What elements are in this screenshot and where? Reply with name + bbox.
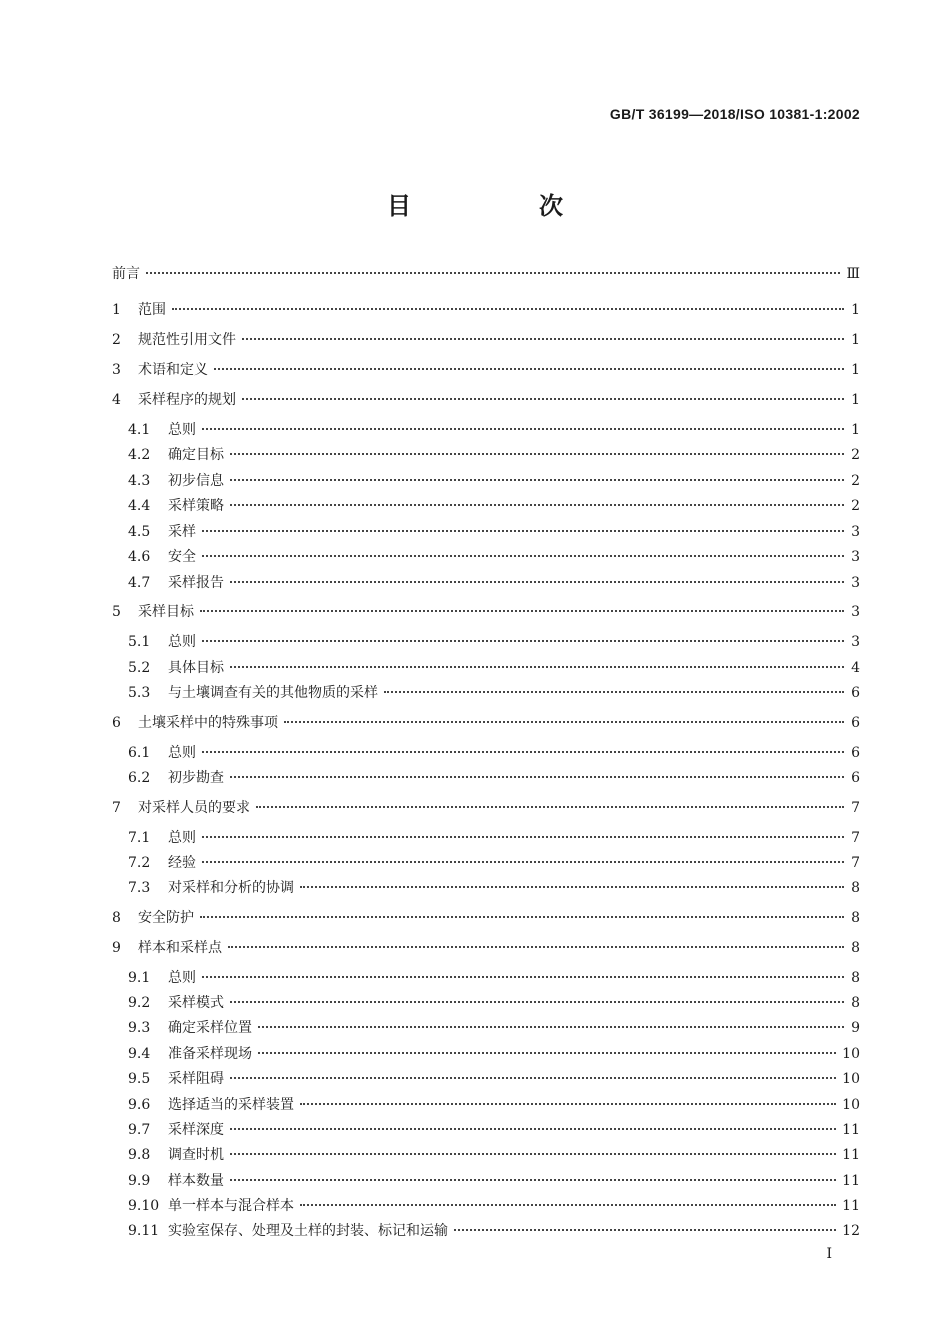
toc-entry-number: 4.4: [128, 498, 151, 514]
toc-entry-page: 4: [851, 660, 860, 676]
toc-entry-number: 4.1: [128, 422, 151, 438]
toc-leader-dots: [202, 751, 844, 753]
toc-leader-dots: [230, 581, 844, 583]
toc-entry: [112, 767, 860, 787]
toc-entry-page: 10: [842, 1097, 860, 1113]
toc-entry: [112, 852, 860, 872]
toc-leader-dots: [202, 836, 844, 838]
toc-leader-dots: [230, 666, 844, 668]
toc-entry: [112, 682, 860, 702]
toc-entry-page: Ⅲ: [846, 266, 860, 282]
toc-entry: [112, 359, 860, 379]
toc-entry: [112, 742, 860, 762]
toc-entry-page: 3: [851, 575, 860, 591]
toc-entry-number: 9.1: [128, 970, 151, 986]
toc-entry-label: 调查时机: [168, 1147, 224, 1163]
toc-leader-dots: [384, 691, 844, 693]
toc-entry-label: 总则: [168, 634, 196, 650]
toc-entry-page: 8: [851, 880, 860, 896]
toc-leader-dots: [202, 976, 844, 978]
toc-entry-number: 5: [112, 604, 121, 620]
toc-entry: [112, 631, 860, 651]
toc-entry: [112, 1119, 860, 1139]
toc-entry-number: 9.2: [128, 995, 151, 1011]
toc-entry-number: 1: [112, 302, 121, 318]
toc-entry-page: 8: [851, 970, 860, 986]
toc-leader-dots: [300, 886, 844, 888]
toc-leader-dots: [454, 1229, 836, 1231]
toc-entry-label: 采样策略: [168, 498, 224, 514]
toc-entry-page: 11: [842, 1173, 860, 1189]
toc-entry-number: 5.3: [128, 685, 151, 701]
toc-leader-dots: [202, 530, 844, 532]
toc-entry-label: 采样程序的规划: [138, 392, 236, 408]
toc-entry-label: 准备采样现场: [168, 1046, 252, 1062]
toc-entry: [112, 329, 860, 349]
toc-entry-page: 8: [851, 995, 860, 1011]
toc-entry: [112, 827, 860, 847]
toc-entry-number: 4.3: [128, 473, 151, 489]
toc-entry-label: 总则: [168, 830, 196, 846]
toc-entry-page: 1: [851, 422, 860, 438]
toc-entry-label: 安全: [168, 549, 196, 565]
toc-entry-number: 7.1: [128, 830, 151, 846]
toc-entry-number: 9.3: [128, 1020, 151, 1036]
toc-entry: [112, 572, 860, 592]
toc-entry-number: 9.5: [128, 1071, 151, 1087]
toc-entry-number: 2: [112, 332, 121, 348]
toc-entry-number: 9.7: [128, 1122, 151, 1138]
toc-entry: [112, 877, 860, 897]
toc-entry-label: 总则: [168, 422, 196, 438]
toc-entry-page: 1: [851, 332, 860, 348]
toc-entry-number: 3: [112, 362, 121, 378]
toc-entry-number: 5.2: [128, 660, 151, 676]
toc-entry-page: 11: [842, 1198, 860, 1214]
toc-entry-page: 3: [851, 524, 860, 540]
toc-entry-number: 7.3: [128, 880, 151, 896]
toc-entry-page: 6: [851, 685, 860, 701]
toc-entry-page: 6: [851, 770, 860, 786]
toc-entry-label: 总则: [168, 745, 196, 761]
toc-entry-page: 1: [851, 392, 860, 408]
toc-leader-dots: [242, 398, 844, 400]
toc-entry: [112, 967, 860, 987]
toc-entry-page: 7: [851, 855, 860, 871]
toc-entry-number: 6.1: [128, 745, 151, 761]
toc-entry-page: 7: [851, 800, 860, 816]
toc-entry: [112, 1170, 860, 1190]
toc-entry-page: 8: [851, 940, 860, 956]
toc-leader-dots: [200, 610, 844, 612]
toc-entry-label: 采样深度: [168, 1122, 224, 1138]
toc-entry-page: 1: [851, 362, 860, 378]
toc-entry-page: 3: [851, 634, 860, 650]
toc-entry-label: 前言: [112, 266, 140, 282]
toc-entry: [112, 937, 860, 957]
toc-entry-label: 范围: [138, 302, 166, 318]
toc-entry: [112, 1068, 860, 1088]
toc-leader-dots: [230, 1153, 836, 1155]
toc-title: 目 次: [387, 191, 615, 220]
toc-entry-number: 9.11: [128, 1223, 160, 1239]
toc-entry-label: 土壤采样中的特殊事项: [138, 715, 278, 731]
toc-entry-label: 对采样和分析的协调: [168, 880, 294, 896]
toc-leader-dots: [228, 946, 844, 948]
toc-entry-label: 实验室保存、处理及土样的封装、标记和运输: [168, 1223, 448, 1239]
toc-entry-number: 9.4: [128, 1046, 151, 1062]
toc-entry-label: 与土壤调查有关的其他物质的采样: [168, 685, 378, 701]
toc-leader-dots: [242, 338, 844, 340]
standard-code: GB/T 36199—2018/ISO 10381-1:2002: [609, 106, 860, 122]
toc-entry: [112, 495, 860, 515]
toc-entry-number: 7: [112, 800, 121, 816]
toc-leader-dots: [202, 640, 844, 642]
toc-entry-number: 4.7: [128, 575, 151, 591]
toc-leader-dots: [200, 916, 844, 918]
toc-leader-dots: [230, 1001, 844, 1003]
toc-entry-page: 11: [842, 1122, 860, 1138]
toc-entry-number: 4: [112, 392, 121, 408]
toc-entry: [112, 263, 860, 283]
toc-entry: [112, 657, 860, 677]
toc-entry: [112, 992, 860, 1012]
toc-entry-number: 9.6: [128, 1097, 151, 1113]
toc-entry-page: 8: [851, 910, 860, 926]
toc-leader-dots: [230, 1179, 836, 1181]
toc-leader-dots: [230, 776, 844, 778]
toc-entry-label: 采样目标: [138, 604, 194, 620]
toc-entry-label: 采样: [168, 524, 196, 540]
toc-entry-label: 经验: [168, 855, 196, 871]
toc-entry-number: 6.2: [128, 770, 151, 786]
toc-leader-dots: [214, 368, 844, 370]
toc-leader-dots: [230, 504, 844, 506]
toc-entry-page: 2: [851, 473, 860, 489]
toc-entry: [112, 299, 860, 319]
toc-entry-number: 9: [112, 940, 121, 956]
toc-leader-dots: [256, 806, 844, 808]
toc-entry-label: 采样报告: [168, 575, 224, 591]
toc-entry-page: 11: [842, 1147, 860, 1163]
toc-leader-dots: [230, 1128, 836, 1130]
toc-entry-number: 8: [112, 910, 121, 926]
toc-entry-label: 确定采样位置: [168, 1020, 252, 1036]
toc-entry-page: 10: [842, 1046, 860, 1062]
toc-entry-page: 1: [851, 302, 860, 318]
toc-entry-label: 初步勘查: [168, 770, 224, 786]
page-number: I: [826, 1246, 832, 1262]
toc-leader-dots: [258, 1026, 844, 1028]
toc-entry: [112, 470, 860, 490]
toc-entry-label: 单一样本与混合样本: [168, 1198, 294, 1214]
toc-leader-dots: [300, 1103, 836, 1105]
toc-leader-dots: [172, 308, 844, 310]
toc-entry-number: 4.6: [128, 549, 151, 565]
toc-entry: [112, 1144, 860, 1164]
toc-entry: [112, 907, 860, 927]
toc-entry-label: 术语和定义: [138, 362, 208, 378]
toc-entry: [112, 712, 860, 732]
toc-entry-page: 7: [851, 830, 860, 846]
toc-entry-page: 10: [842, 1071, 860, 1087]
toc-entry-page: 6: [851, 745, 860, 761]
toc-entry-page: 2: [851, 447, 860, 463]
toc-entry-label: 安全防护: [138, 910, 194, 926]
toc-entry: [112, 1094, 860, 1114]
toc-entry-label: 采样模式: [168, 995, 224, 1011]
toc-entry: [112, 1017, 860, 1037]
toc-entry-label: 选择适当的采样装置: [168, 1097, 294, 1113]
toc-leader-dots: [300, 1204, 836, 1206]
toc-entry-label: 确定目标: [168, 447, 224, 463]
toc-entry: [112, 1195, 860, 1215]
toc-entry: [112, 419, 860, 439]
toc-entry-page: 3: [851, 604, 860, 620]
toc-entry: [112, 389, 860, 409]
toc-entry-label: 初步信息: [168, 473, 224, 489]
toc-entry-number: 7.2: [128, 855, 151, 871]
toc-entry-label: 对采样人员的要求: [138, 800, 250, 816]
toc-leader-dots: [202, 555, 844, 557]
toc-entry-page: 12: [842, 1223, 860, 1239]
toc-entry: [112, 1220, 860, 1240]
toc-leader-dots: [230, 479, 844, 481]
toc-leader-dots: [284, 721, 844, 723]
toc-entry-number: 4.5: [128, 524, 151, 540]
toc-leader-dots: [258, 1052, 836, 1054]
toc-entry-label: 采样阻碍: [168, 1071, 224, 1087]
toc-leader-dots: [230, 453, 844, 455]
toc-entry-number: 9.9: [128, 1173, 151, 1189]
toc-entry-page: 9: [851, 1020, 860, 1036]
toc-leader-dots: [230, 1077, 836, 1079]
toc-entry-number: 9.8: [128, 1147, 151, 1163]
toc-entry: [112, 601, 860, 621]
toc-leader-dots: [146, 272, 840, 274]
toc-leader-dots: [202, 861, 844, 863]
toc-entry-label: 总则: [168, 970, 196, 986]
toc-entry: [112, 521, 860, 541]
toc-entry-number: 6: [112, 715, 121, 731]
toc-entry: [112, 797, 860, 817]
toc-entry-page: 3: [851, 549, 860, 565]
toc-entry-number: 5.1: [128, 634, 151, 650]
toc-entry-number: 4.2: [128, 447, 151, 463]
toc-entry: [112, 444, 860, 464]
toc-entry-label: 样本和采样点: [138, 940, 222, 956]
toc-entry-label: 样本数量: [168, 1173, 224, 1189]
toc-entry-label: 具体目标: [168, 660, 224, 676]
toc-entry-number: 9.10: [128, 1198, 160, 1214]
toc-leader-dots: [202, 428, 844, 430]
toc-entry: [112, 1043, 860, 1063]
toc-entry: [112, 546, 860, 566]
toc-entry-label: 规范性引用文件: [138, 332, 236, 348]
toc-entry-page: 2: [851, 498, 860, 514]
toc-entry-page: 6: [851, 715, 860, 731]
